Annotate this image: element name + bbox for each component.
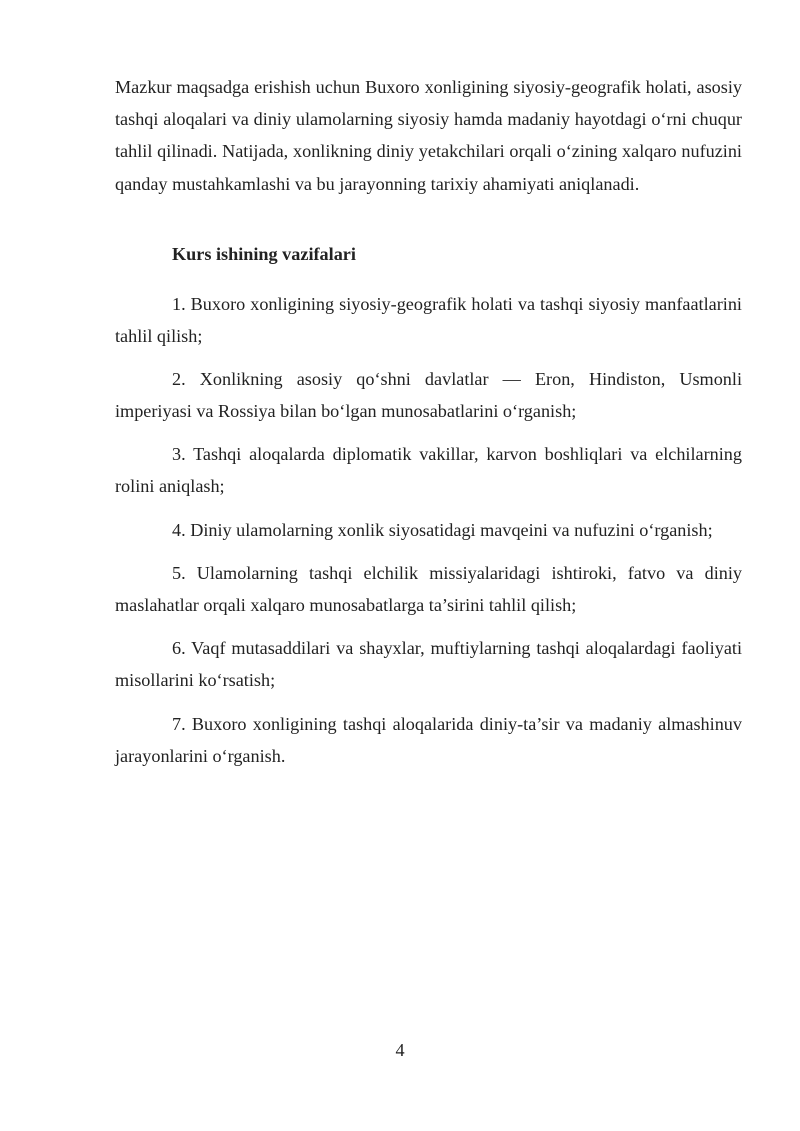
task-item-6: 6. Vaqf mutasaddilari va shayxlar, muftiylarning tashqi aloqalardagi faoliyati misollarini ko‘rsatish; — [115, 638, 742, 691]
task-item-3: 3. Tashqi aloqalarda diplomatik vakillar, karvon boshliqlari va elchilarning rolini aniqlash; — [115, 444, 742, 497]
task-item-1: 1. Buxoro xonligining siyosiy-geografik holati va tashqi siyosiy manfaatlarini tahlil qilish; — [115, 294, 742, 347]
task-item-7: 7. Buxoro xonligining tashqi aloqalarida diniy-ta’sir va madaniy almashinuv jarayonlarini o‘rganish. — [115, 714, 742, 767]
page-number: 4 — [395, 1040, 405, 1060]
task-item-4: 4. Diniy ulamolarning xonlik siyosatidagi mavqeini va nufuzini o‘rganish; — [172, 520, 713, 540]
tasks-heading: Kurs ishining vazifalari — [172, 244, 356, 264]
task-item-2: 2. Xonlikning asosiy qo‘shni davlatlar — Eron, Hindiston, Usmonli imperiyasi va Rossiya bilan bo‘lgan munosabatlarini o‘rganish; — [115, 369, 742, 422]
intro-paragraph: Mazkur maqsadga erishish uchun Buxoro xonligining siyosiy-geografik holati, asosiy tashqi aloqalari va diniy ulamolarning siyosiy hamda madaniy hayotdagi o‘rni chuqur tahlil qilinadi. Natijada, xonlikning diniy yetakchilari orqali o‘zining xalqaro nufuzini qanday mustahkamlashi va bu jarayonning tarixiy ahamiyati aniqlanadi. — [115, 77, 742, 194]
task-item-5: 5. Ulamolarning tashqi elchilik missiyalaridagi ishtiroki, fatvo va diniy maslahatlar orqali xalqaro munosabatlarga ta’sirini tahlil qilish; — [115, 563, 742, 616]
